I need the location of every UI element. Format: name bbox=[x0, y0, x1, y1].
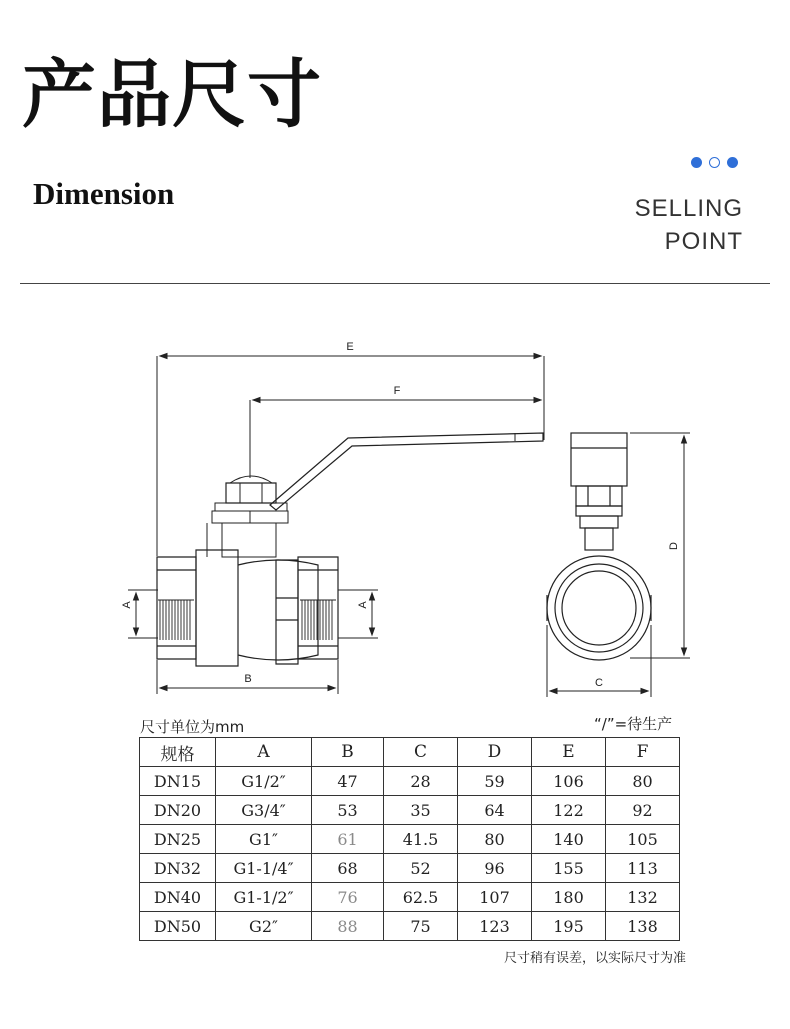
dot-hollow-icon bbox=[709, 157, 720, 168]
table-cell: 76 bbox=[312, 883, 384, 912]
table-cell: 59 bbox=[458, 767, 532, 796]
column-header: B bbox=[312, 738, 384, 767]
table-header-row bbox=[140, 738, 680, 767]
table-cell: 140 bbox=[532, 825, 606, 854]
dimension-a-right bbox=[338, 590, 378, 638]
label-c: C bbox=[595, 677, 603, 689]
table-cell: G1-1/4″ bbox=[216, 854, 312, 883]
table-cell: 41.5 bbox=[384, 825, 458, 854]
table-cell: 138 bbox=[606, 912, 680, 941]
table-row bbox=[140, 825, 680, 854]
table-cell: DN40 bbox=[140, 883, 216, 912]
pending-note: “/”=待生产 bbox=[594, 715, 673, 733]
table-cell: G1-1/2″ bbox=[216, 883, 312, 912]
label-b: B bbox=[244, 673, 252, 685]
page-title-cn: 产品尺寸 bbox=[22, 52, 322, 138]
dimension-d bbox=[630, 433, 690, 658]
column-header: C bbox=[384, 738, 458, 767]
table-cell: 28 bbox=[384, 767, 458, 796]
dimension-b bbox=[157, 660, 338, 694]
table-cell: 123 bbox=[458, 912, 532, 941]
selling-point-tag bbox=[635, 192, 743, 258]
ball-valve-drawing bbox=[0, 330, 790, 710]
thread-left bbox=[158, 600, 194, 640]
table-cell: G3/4″ bbox=[216, 796, 312, 825]
table-cell: 62.5 bbox=[384, 883, 458, 912]
column-header: A bbox=[216, 738, 312, 767]
table-cell: 105 bbox=[606, 825, 680, 854]
table-cell: 122 bbox=[532, 796, 606, 825]
dimension-table bbox=[139, 737, 680, 941]
table-cell: G2″ bbox=[216, 912, 312, 941]
label-d: D bbox=[668, 542, 680, 550]
dot-filled-icon bbox=[691, 157, 702, 168]
label-a-left: A bbox=[121, 601, 133, 609]
table-cell: 75 bbox=[384, 912, 458, 941]
table-cell: G1″ bbox=[216, 825, 312, 854]
point-line: POINT bbox=[664, 228, 743, 255]
table-cell: 80 bbox=[458, 825, 532, 854]
dimension-f bbox=[250, 385, 541, 478]
table-cell: 47 bbox=[312, 767, 384, 796]
column-header: E bbox=[532, 738, 606, 767]
table-cell: DN32 bbox=[140, 854, 216, 883]
table-cell: 35 bbox=[384, 796, 458, 825]
table-cell: G1/2″ bbox=[216, 767, 312, 796]
table-cell: 132 bbox=[606, 883, 680, 912]
column-header: D bbox=[458, 738, 532, 767]
table-row bbox=[140, 912, 680, 941]
dot-filled-icon bbox=[727, 157, 738, 168]
valve-stem bbox=[207, 476, 288, 557]
divider bbox=[20, 283, 770, 284]
table-cell: 80 bbox=[606, 767, 680, 796]
table-cell: 61 bbox=[312, 825, 384, 854]
label-a-right: A bbox=[357, 601, 369, 609]
table-cell: DN15 bbox=[140, 767, 216, 796]
table-cell: 64 bbox=[458, 796, 532, 825]
page-title-en: Dimension bbox=[33, 176, 175, 211]
table-cell: DN50 bbox=[140, 912, 216, 941]
table-cell: 68 bbox=[312, 854, 384, 883]
table-cell: 106 bbox=[532, 767, 606, 796]
footnote: 尺寸稍有误差，以实际尺寸为准 bbox=[503, 951, 686, 966]
valve-handle bbox=[270, 433, 543, 510]
dimension-c bbox=[547, 625, 651, 697]
pager-dots bbox=[691, 157, 738, 168]
table-cell: 52 bbox=[384, 854, 458, 883]
table-cell: DN25 bbox=[140, 825, 216, 854]
table-cell: 92 bbox=[606, 796, 680, 825]
table-cell: 107 bbox=[458, 883, 532, 912]
column-header: 规格 bbox=[140, 738, 216, 767]
table-cell: 113 bbox=[606, 854, 680, 883]
dimension-a-left bbox=[121, 590, 158, 638]
unit-note: 尺寸单位为mm bbox=[140, 718, 245, 736]
dimension-e bbox=[157, 341, 544, 556]
table-row bbox=[140, 883, 680, 912]
selling-line: SELLING bbox=[634, 195, 743, 222]
valve-side-view bbox=[547, 433, 651, 660]
column-header: F bbox=[606, 738, 680, 767]
table-cell: 195 bbox=[532, 912, 606, 941]
table-row bbox=[140, 854, 680, 883]
table-cell: 155 bbox=[532, 854, 606, 883]
table-cell: DN20 bbox=[140, 796, 216, 825]
table-row bbox=[140, 796, 680, 825]
table-cell: 53 bbox=[312, 796, 384, 825]
table-cell: 180 bbox=[532, 883, 606, 912]
label-e: E bbox=[346, 341, 354, 353]
label-f: F bbox=[393, 385, 401, 397]
table-cell: 96 bbox=[458, 854, 532, 883]
table-row bbox=[140, 767, 680, 796]
table-cell: 88 bbox=[312, 912, 384, 941]
